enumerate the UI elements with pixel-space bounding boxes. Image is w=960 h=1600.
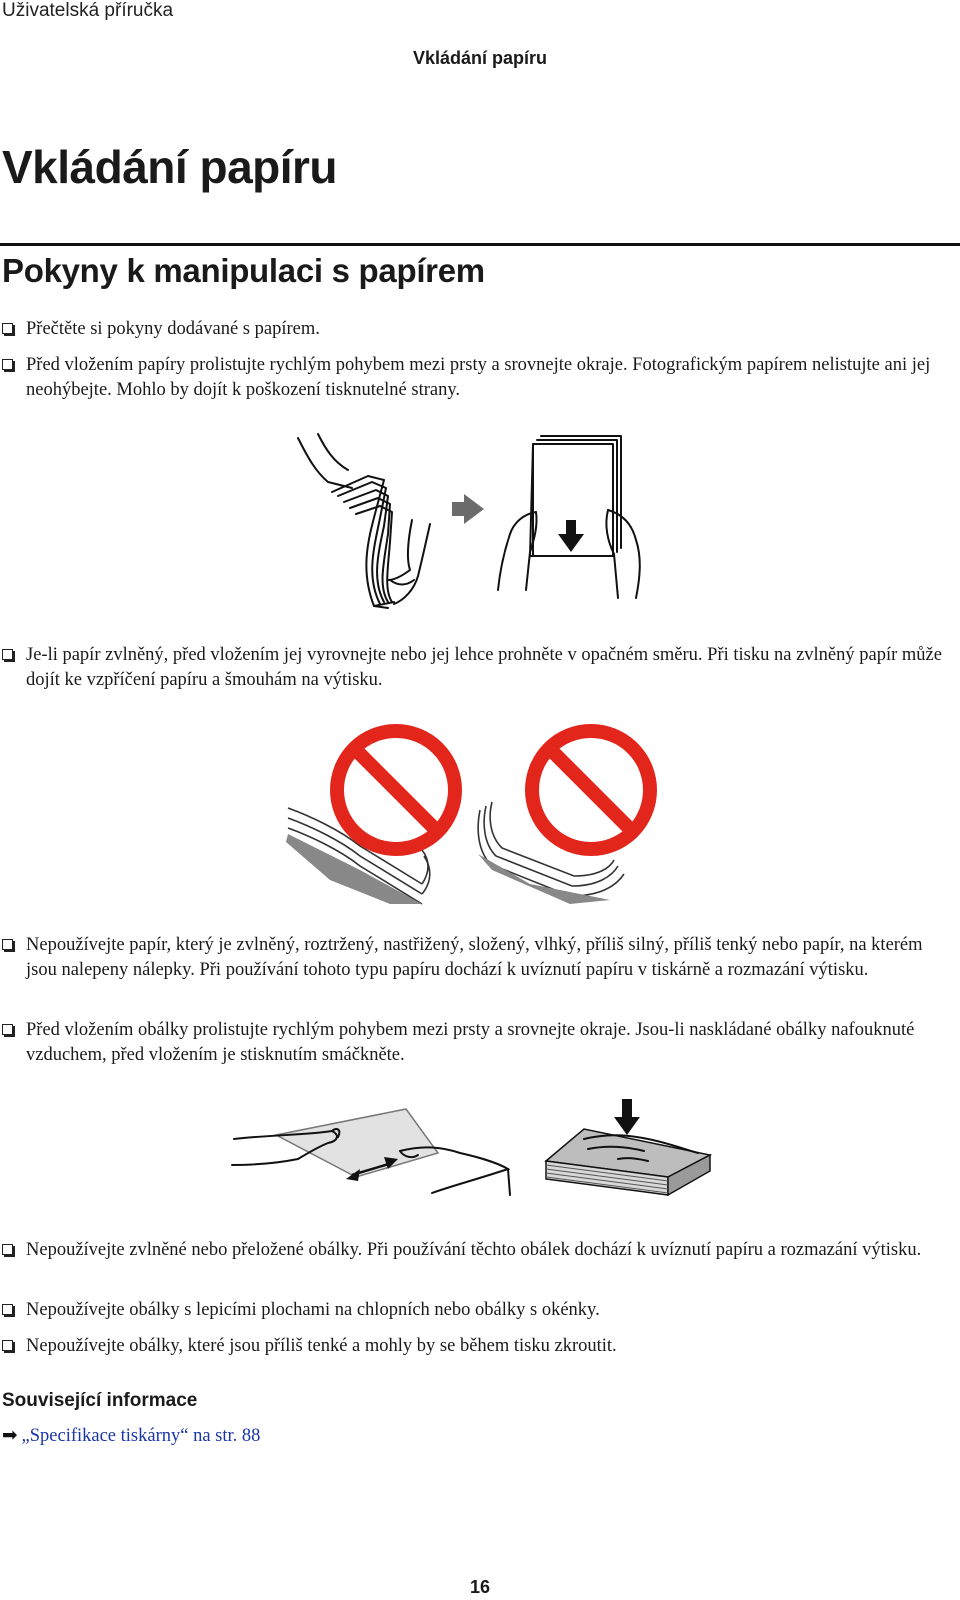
- bullet-box-icon: [2, 1304, 13, 1315]
- bullet-box-icon: [2, 1340, 13, 1351]
- bullet-box-icon: [2, 939, 13, 950]
- related-link-text[interactable]: „Specifikace tiskárny“ na str. 88: [21, 1426, 261, 1446]
- list-item: Přečtěte si pokyny dodávané s papírem.: [2, 317, 954, 342]
- bullet-box-icon: [2, 1244, 13, 1255]
- related-info-link[interactable]: [2, 1425, 260, 1447]
- section-divider: [0, 243, 960, 246]
- list-item: Před vložením papíry prolistujte rychlým pohybem mezi prsty a srovnejte okraje. Fotografickým papírem nelistujte ani jej neohýbejte. Mohlo by dojít k poškození tisknutelné strany.: [2, 353, 954, 402]
- bullet-box-icon: [2, 359, 13, 370]
- list-item: Před vložením obálky prolistujte rychlým pohybem mezi prsty a srovnejte okraje. Jsou-li naskládané obálky nafouknuté vzduchem, před vložením je stisknutím smáčkněte.: [2, 1018, 954, 1067]
- down-arrow-icon: [614, 1099, 640, 1135]
- prohibited-sign-icon: [532, 731, 650, 849]
- fan-paper-illustration: [290, 430, 660, 615]
- arrow-right-icon: ➡: [2, 1425, 18, 1446]
- running-header-left: Uživatelská příručka: [2, 0, 174, 21]
- list-item: Nepoužívejte zvlněné nebo přeložené obálky. Při používání těchto obálek dochází k uvíznutí papíru a rozmazání výtisku.: [2, 1238, 954, 1263]
- page-number: 16: [469, 1577, 491, 1597]
- list-item: Nepoužívejte obálky s lepicími plochami na chlopních nebo obálky s okénky.: [2, 1298, 954, 1323]
- envelope-handling-illustration: [228, 1095, 718, 1210]
- list-item: Je-li papír zvlněný, před vložením jej vyrovnejte nebo jej lehce prohněte v opačném směru. Při tisku na zvlněný papír může dojít ke vzpříčení papíru a šmouhám na výtisku.: [2, 643, 954, 692]
- arrow-right-icon: [452, 494, 484, 524]
- section-title: Pokyny k manipulaci s papírem: [2, 252, 485, 289]
- curled-paper-prohibited-illustration: [280, 720, 665, 905]
- bullet-box-icon: [2, 323, 13, 334]
- bullet-box-icon: [2, 1024, 13, 1035]
- prohibited-sign-icon: [337, 731, 455, 849]
- running-header-center: Vkládání papíru: [412, 48, 548, 68]
- bullet-box-icon: [2, 649, 13, 660]
- page-title: Vkládání papíru: [2, 141, 338, 193]
- list-item: Nepoužívejte papír, který je zvlněný, roztržený, nastřižený, složený, vlhký, příliš silný, příliš tenký nebo papír, na kterém jsou nalepeny nálepky. Při používání tohoto typu papíru dochází k uvíznutí papíru v tiskárně a rozmazání výtisku.: [2, 933, 954, 982]
- list-item: Nepoužívejte obálky, které jsou příliš tenké a mohly by se během tisku zkroutit.: [2, 1334, 954, 1359]
- related-info-title: Související informace: [2, 1390, 198, 1411]
